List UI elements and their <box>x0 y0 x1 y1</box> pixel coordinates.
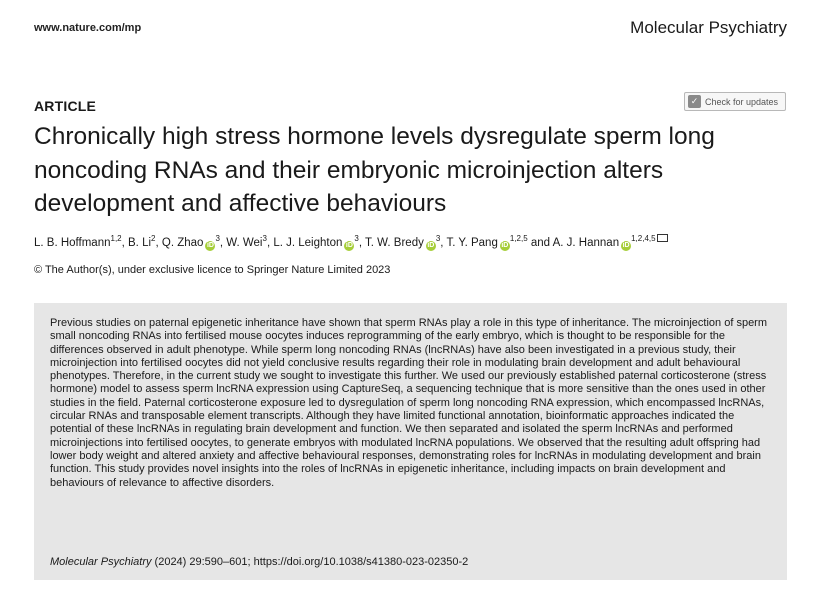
author-name: B. Li <box>128 237 152 249</box>
author[interactable] <box>273 234 359 249</box>
author[interactable] <box>34 234 122 249</box>
orcid-icon[interactable]: iD <box>345 242 353 249</box>
author-affiliation: 3 <box>354 234 359 243</box>
author-affiliation: 3 <box>262 234 267 243</box>
author-name: L. B. Hoffmann <box>34 237 111 249</box>
article-type-label: ARTICLE <box>34 98 97 114</box>
author[interactable] <box>226 234 267 249</box>
check-updates-label: Check for updates <box>705 96 779 107</box>
orcid-icon[interactable]: iD <box>427 242 435 249</box>
check-updates-icon: ✓ <box>688 95 701 108</box>
author[interactable] <box>446 234 528 249</box>
author-name: T. Y. Pang <box>446 237 498 249</box>
citation <box>50 556 468 568</box>
citation-journal: Molecular Psychiatry <box>50 556 152 568</box>
orcid-icon[interactable]: iD <box>622 242 630 249</box>
orcid-icon[interactable]: iD <box>501 242 509 249</box>
journal-url[interactable]: www.nature.com/mp <box>34 22 142 34</box>
author[interactable] <box>161 234 220 249</box>
author[interactable] <box>552 234 668 249</box>
check-for-updates-button[interactable] <box>684 92 786 111</box>
author-name: A. J. Hannan <box>552 237 620 249</box>
author-affiliation: 1,2 <box>110 234 122 243</box>
orcid-icon[interactable]: iD <box>206 242 214 249</box>
author-name: Q. Zhao <box>161 237 204 249</box>
abstract-box <box>34 303 787 580</box>
author-conjunction: and <box>530 237 551 249</box>
author[interactable] <box>128 234 156 249</box>
author-name: T. W. Bredy <box>365 237 424 249</box>
author-list: L. B. Hoffmann$^{1,2}$, B. Li$^2$, Q. Zhao $iD^3$, W. Wei$^3$, L. J. Leighton $iD^3$, T. W. Bredy $iD^3$, T. Y. Pang iD$^{1,2,5}$ and A. J. Hannan iD$^{1,2,4,5}$ <box>34 234 794 251</box>
article-title: Chronically high stress hormone levels dysregulate sperm long noncoding RNAs and their embryonic microinjection alters development and affective behaviours <box>34 123 715 217</box>
journal-name: Molecular Psychiatry <box>630 18 787 37</box>
author-name: W. Wei <box>226 237 263 249</box>
author-affiliation: 3 <box>215 234 220 243</box>
author-name: L. J. Leighton <box>273 237 343 249</box>
author-affiliation: 1,2,5 <box>509 234 528 243</box>
abstract-text: Previous studies on paternal epigenetic inheritance have shown that sperm RNAs play a role in this type of inheritance. The microinjection of sperm small noncoding RNAs into fertilised mouse oocytes induces reprogramming of the early embryo, which is thought to be responsible for the differences observed in adult phenotype. While sperm long noncoding RNAs (lncRNAs) have also been investigated in a previous study, their microinjection into fertilised oocytes did not yield conclusive results regarding their role in modulating brain development and adult behavioural phenotypes. Therefore, in the current study we sought to investigate this further. We used our previously established paternal corticosterone (stress hormone) model to assess sperm lncRNA expression using CaptureSeq, a sequencing technique that is more sensitive than the ones used in other studies in the field. Paternal corticosterone exposure led to dysregulation of sperm long noncoding RNA expression, which encompassed lncRNAs, circular RNAs and transposable element transcripts. Although they have limited functional annotation, bioinformatic approaches indicated the potential of these lncRNAs in regulating brain development and function. We then separated and isolated the sperm lncRNAs and performed microinjections into fertilised oocytes, to generate embryos with modulated lncRNA populations. We observed that the resulting adult offspring had lower body weight and altered anxiety and affective behavioural responses, demonstrating roles for lncRNAs in modulating development and brain function. This study provides novel insights into the roles of lncRNAs in epigenetic inheritance, including impacts on brain development and behaviours of relevance to affective disorders. <box>50 317 768 489</box>
author[interactable] <box>365 234 441 249</box>
copyright-notice: © The Author(s), under exclusive licence to Springer Nature Limited 2023 <box>34 264 391 276</box>
author-affiliation: 3 <box>435 234 441 243</box>
email-icon[interactable] <box>657 234 668 242</box>
author-affiliation: 1,2,4,5 <box>631 234 656 243</box>
author-affiliation: 2 <box>151 234 156 243</box>
citation-details[interactable]: (2024) 29:590–601; https://doi.org/10.1038/s41380-023-02350-2 <box>151 556 469 568</box>
